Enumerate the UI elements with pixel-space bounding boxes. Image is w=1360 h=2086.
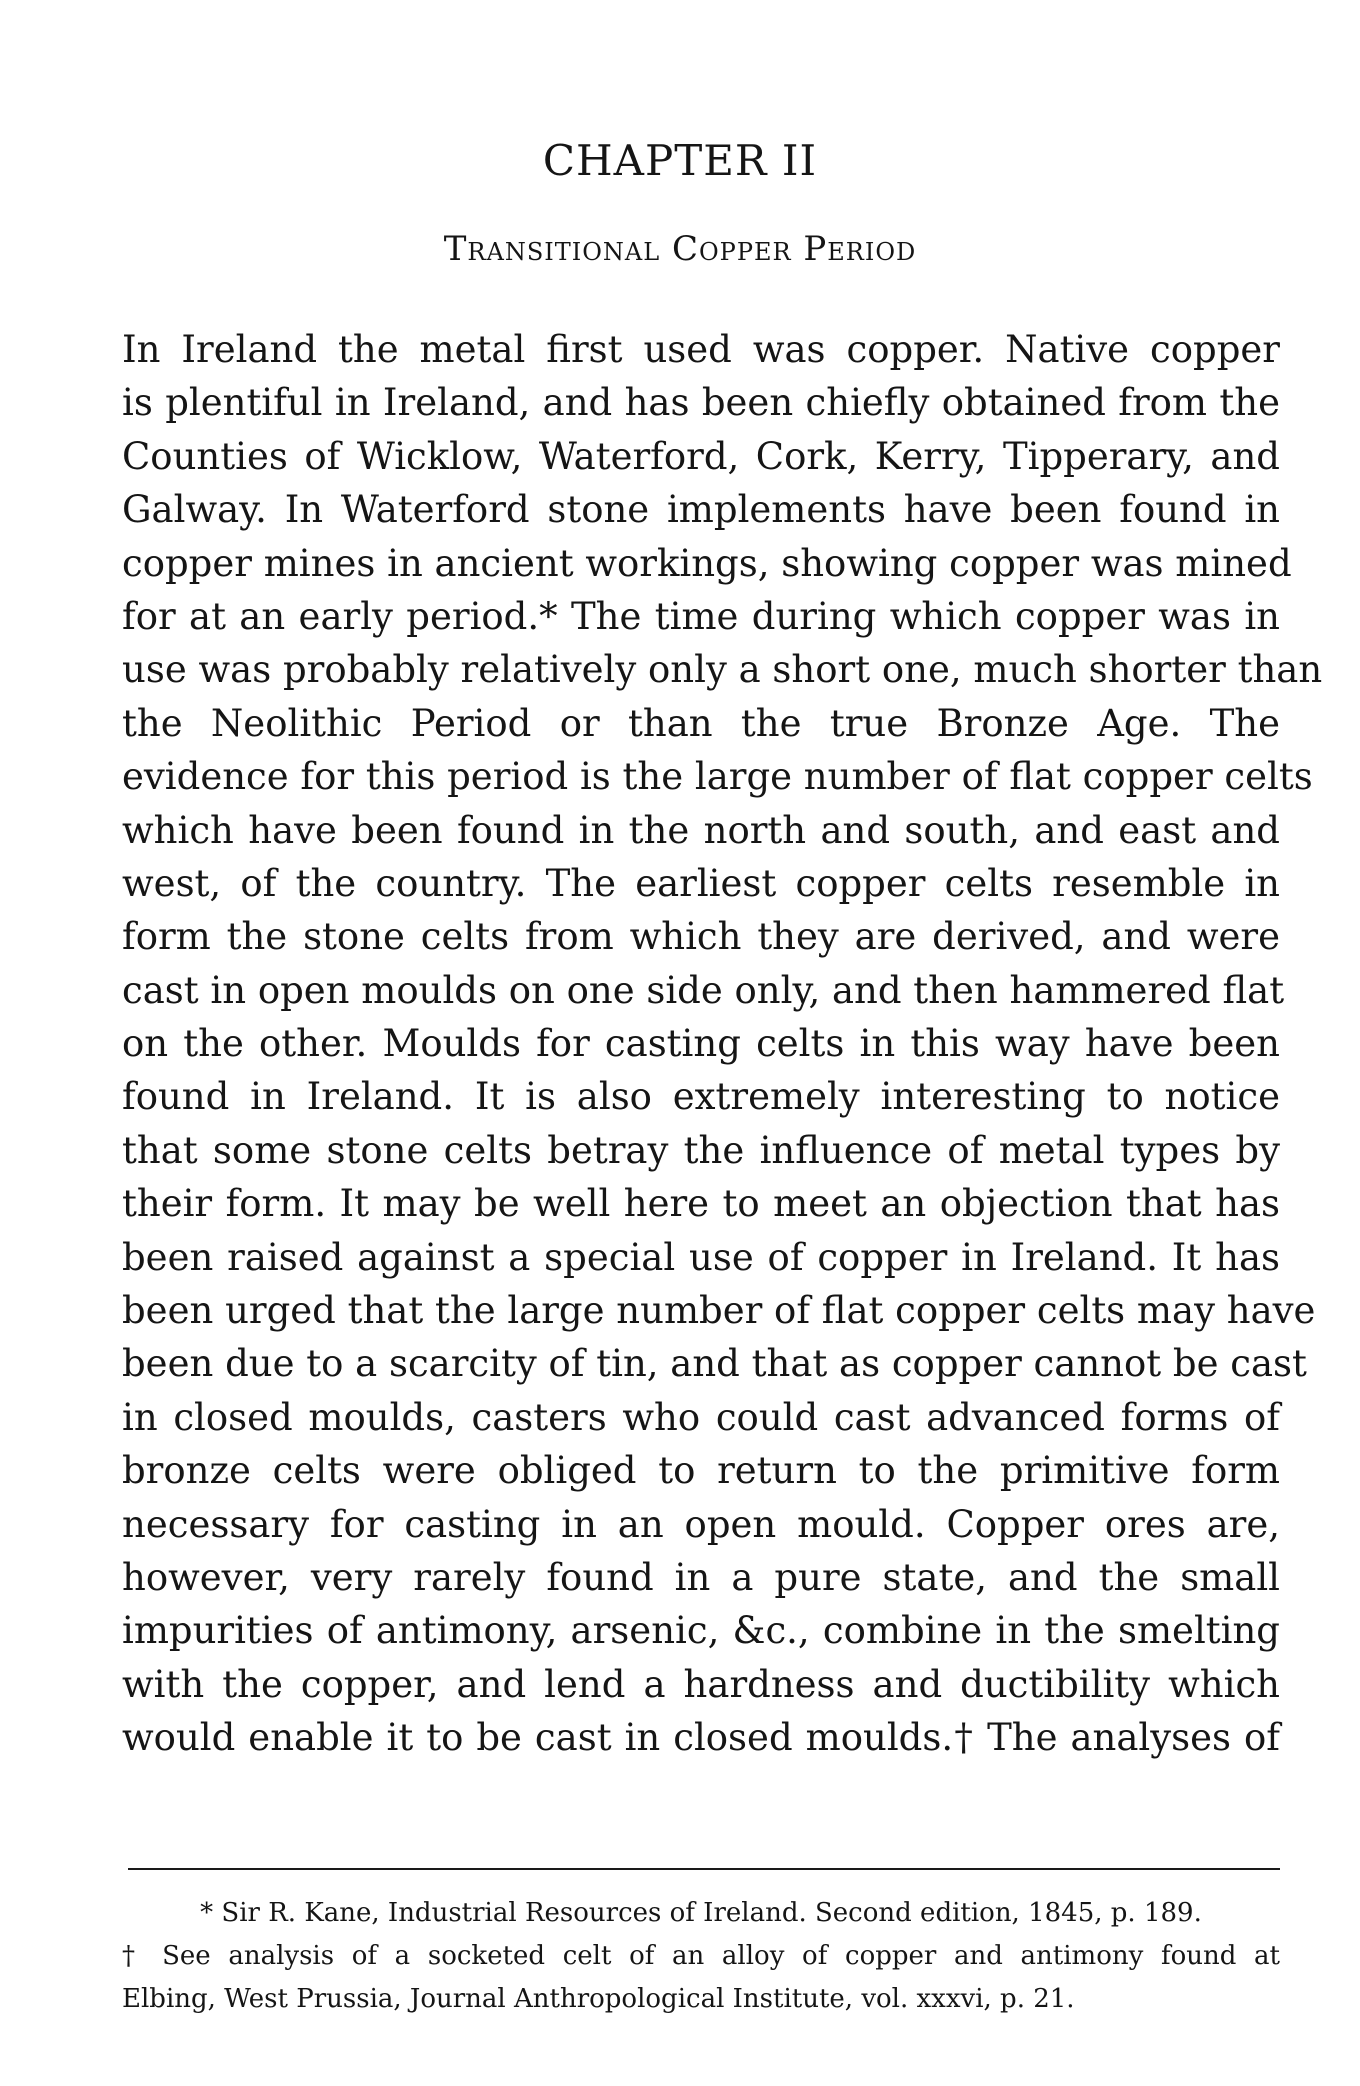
text-line: that some stone celts betray the influence of metal types by xyxy=(122,1128,1280,1172)
text-line: Galway. In Waterford stone implements have been found in xyxy=(122,488,1280,532)
text-line: been due to a scarcity of tin, and that as copper cannot be cast xyxy=(122,1342,1307,1386)
text-line: bronze celts were obliged to return to the primitive form xyxy=(122,1449,1280,1493)
footnote-1: * Sir R. Kane, Industrial Resources of Ireland. Second edition, 1845, p. 189. xyxy=(200,1898,1202,1928)
footnote-divider xyxy=(128,1868,1280,1870)
footnote-2-line-2: Elbing, West Prussia, Journal Anthropological Institute, vol. xxxvi, p. 21. xyxy=(122,1984,1075,2014)
text-line: with the copper, and lend a hardness and ductibility which xyxy=(122,1662,1280,1706)
chapter-title: CHAPTER II xyxy=(542,136,818,185)
text-line: use was probably relatively only a short one, much shorter than xyxy=(122,648,1323,692)
footnotes xyxy=(122,1892,1280,2021)
text-line: been raised against a special use of copper in Ireland. It has xyxy=(122,1235,1280,1279)
text-line: is plentiful in Ireland, and has been chiefly obtained from the xyxy=(122,381,1280,425)
text-line: which have been found in the north and south, and east and xyxy=(122,808,1280,852)
text-line: Counties of Wicklow, Waterford, Cork, Kerry, Tipperary, and xyxy=(122,434,1280,478)
body-text xyxy=(122,323,1323,1765)
text-line: the Neolithic Period or than the true Bronze Age. The xyxy=(122,701,1280,745)
chapter-subtitle: Transitional Copper Period xyxy=(443,229,917,269)
text-line: on the other. Moulds for casting celts in this way have been xyxy=(122,1022,1280,1066)
text-line: would enable it to be cast in closed moulds.† The analyses of xyxy=(122,1716,1280,1760)
text-line: in closed moulds, casters who could cast advanced forms of xyxy=(122,1395,1280,1439)
text-line: copper mines in ancient workings, showing copper was mined xyxy=(122,541,1292,585)
text-line: cast in open moulds on one side only, and then hammered flat xyxy=(122,968,1285,1012)
text-line: impurities of antimony, arsenic, &c., combine in the smelting xyxy=(122,1609,1280,1653)
text-line: In Ireland the metal first used was copper. Native copper xyxy=(122,328,1280,371)
text-line: west, of the country. The earliest copper celts resemble in xyxy=(122,861,1280,905)
text-line: been urged that the large number of flat copper celts may have xyxy=(122,1289,1316,1333)
text-line: for at an early period.* The time during which copper was in xyxy=(122,594,1280,638)
text-line: found in Ireland. It is also extremely interesting to notice xyxy=(122,1075,1280,1119)
text-line: their form. It may be well here to meet an objection that has xyxy=(122,1182,1280,1226)
text-line: necessary for casting in an open mould. Copper ores are, xyxy=(122,1502,1280,1546)
text-line: evidence for this period is the large number of flat copper celts xyxy=(122,755,1313,799)
footnote-2-line-1: † See analysis of a socketed celt of an alloy of copper and antimony found at xyxy=(122,1941,1280,1971)
text-line: however, very rarely found in a pure state, and the small xyxy=(122,1555,1280,1599)
text-line: form the stone celts from which they are derived, and were xyxy=(122,915,1280,959)
